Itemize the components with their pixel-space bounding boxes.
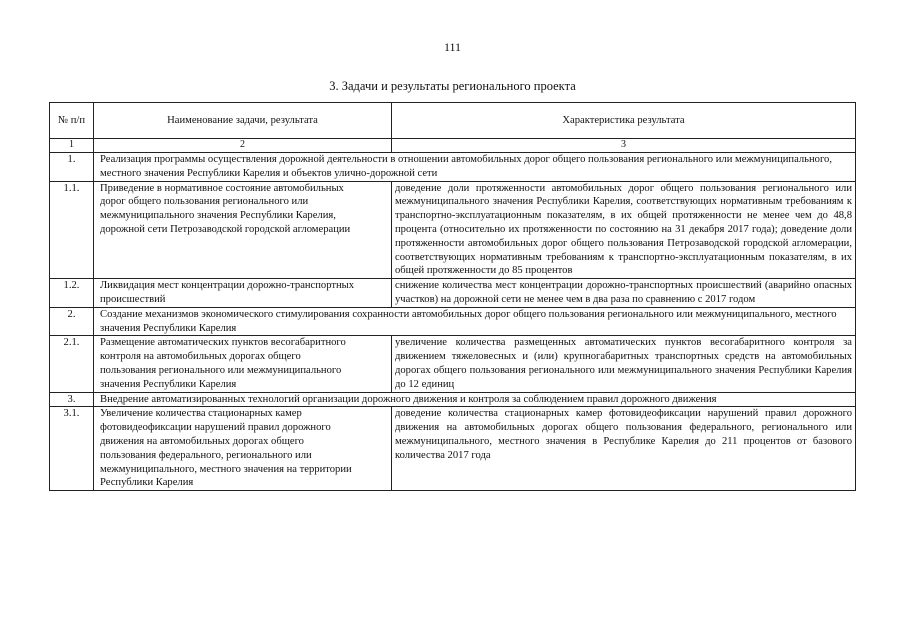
task-row: [50, 153, 856, 182]
header-num: № п/п: [50, 103, 94, 139]
result-name: Ликвидация мест концентрации дорожно-транспортных происшествий: [94, 279, 392, 308]
header-characteristic: Характеристика результата: [392, 103, 856, 139]
column-number: 3: [392, 139, 856, 153]
result-row: [50, 181, 856, 279]
result-name: Увеличение количества стационарных камер фотовидеофиксации нарушений правил дорожного движения на автомобильных дорогах общего пользования федерального, регионального или межмуниципального, местного значения на территории Республики Карелия: [94, 407, 392, 491]
row-number: 3.: [50, 392, 94, 407]
column-number: 2: [94, 139, 392, 153]
task-text: Создание механизмов экономического стимулирования сохранности автомобильных дорог общего пользования регионального или межмуниципального, местного значения Республики Карелия: [94, 307, 856, 336]
task-row: [50, 307, 856, 336]
page-number: 111: [443, 40, 462, 54]
result-row: [50, 336, 856, 392]
column-number-row: [50, 139, 856, 153]
row-number: 3.1.: [50, 407, 94, 491]
task-text: Внедрение автоматизированных технологий организации дорожного движения и контроля за соблюдением правил дорожного движения: [94, 392, 856, 407]
section-title: 3. Задачи и результаты регионального проекта: [329, 79, 576, 93]
row-number: 2.1.: [50, 336, 94, 392]
result-characteristic: доведение количества стационарных камер фотовидеофиксации нарушений правил дорожного движения на автомобильных дорогах общего пользования федерального, регионального или межмуниципального, местного значения в Республике Карелия до 211 процентов от базового количества 2017 года: [392, 407, 856, 491]
row-number: 1.: [50, 153, 94, 182]
row-number: 1.2.: [50, 279, 94, 308]
tasks-results-table: [49, 102, 856, 491]
result-characteristic: доведение доли протяженности автомобильных дорог общего пользования регионального или межмуниципального значения Республики Карелия, соответствующих нормативным требованиям к транспортно-эксплуатационным показателям, в их общей протяженности не менее чем до 48,8 процента (относительно их протяженности по состоянию на 31 декабря 2017 года); доведение доли протяженности автомобильных дорог общего пользования Петрозаводской городской агломерации, соответствующих нормативным требованиям к транспортно-эксплуатационным показателям, в их общей протяженности до 85 процентов: [392, 181, 856, 279]
row-number: 2.: [50, 307, 94, 336]
header-task: Наименование задачи, результата: [94, 103, 392, 139]
result-characteristic: снижение количества мест концентрации дорожно-транспортных происшествий (аварийно опасных участков) на дорожной сети не менее чем в два раза по сравнению с 2017 годом: [392, 279, 856, 308]
result-characteristic: увеличение количества размещенных автоматических пунктов весогабаритного контроля за движением тяжеловесных и (или) крупногабаритных транспортных средств на автомобильных дорогах общего пользования регионального или межмуниципального значения Республики Карелия до 12 единиц: [392, 336, 856, 392]
task-row: [50, 392, 856, 407]
table-header-row: [50, 103, 856, 139]
result-name: Размещение автоматических пунктов весогабаритного контроля на автомобильных дорогах общего пользования регионального или межмуниципального значения Республики Карелия: [94, 336, 392, 392]
task-text: Реализация программы осуществления дорожной деятельности в отношении автомобильных дорог общего пользования регионального или межмуниципального, местного значения Республики Карелия и объектов улично-дорожной сети: [94, 153, 856, 182]
row-number: 1.1.: [50, 181, 94, 279]
result-row: [50, 279, 856, 308]
column-number: 1: [50, 139, 94, 153]
result-name: Приведение в нормативное состояние автомобильных дорог общего пользования регионального или межмуниципального значения Республики Карелия, дорожной сети Петрозаводской городской агломерации: [94, 181, 392, 279]
result-row: [50, 407, 856, 491]
